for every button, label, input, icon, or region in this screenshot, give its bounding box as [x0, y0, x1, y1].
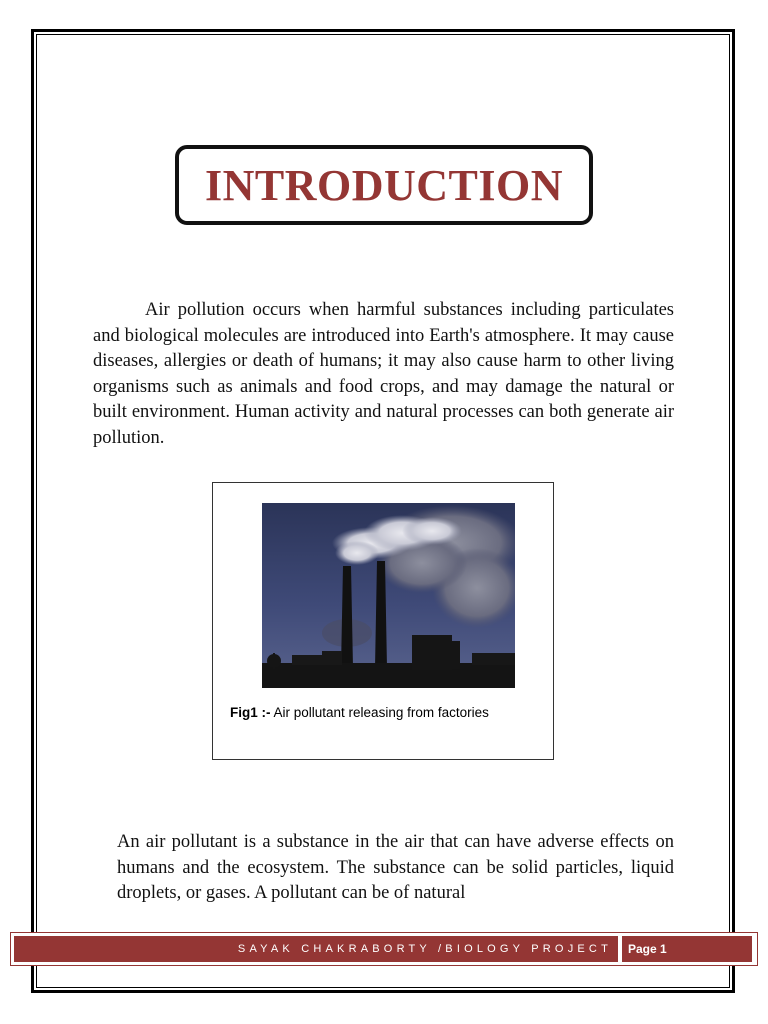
intro-paragraph: Air pollution occurs when harmful substances including particulates and biological molecules are introduced into Earth's atmosphere. It may cause diseases, allergies or death of humans; it may also cause harm to other living organisms such as animals and food crops, and may damage the natural or built environment. Human activity and natural processes can both generate air pollution.	[93, 300, 674, 448]
title-box	[175, 145, 593, 225]
pollutant-paragraph: An air pollutant is a substance in the air that can have adverse effects on humans and the ecosystem. The substance can be solid particles, liquid droplets, or gases. A pollutant can be of natural	[117, 832, 674, 904]
figure-caption-label: Fig1 :-	[230, 705, 271, 720]
factory-smokestacks-photo	[262, 503, 515, 688]
page-title: INTRODUCTION	[204, 160, 564, 210]
page-footer	[10, 932, 758, 966]
figure-caption	[230, 705, 550, 720]
footer-author-band	[14, 936, 618, 962]
page-number: Page 1	[628, 942, 667, 956]
footer-author-project: SAYAK CHAKRABORTY /BIOLOGY PROJECT	[237, 943, 612, 955]
figure-frame	[212, 482, 554, 760]
footer-page-box	[622, 936, 752, 962]
figure-caption-text: Air pollutant releasing from factories	[270, 705, 489, 720]
